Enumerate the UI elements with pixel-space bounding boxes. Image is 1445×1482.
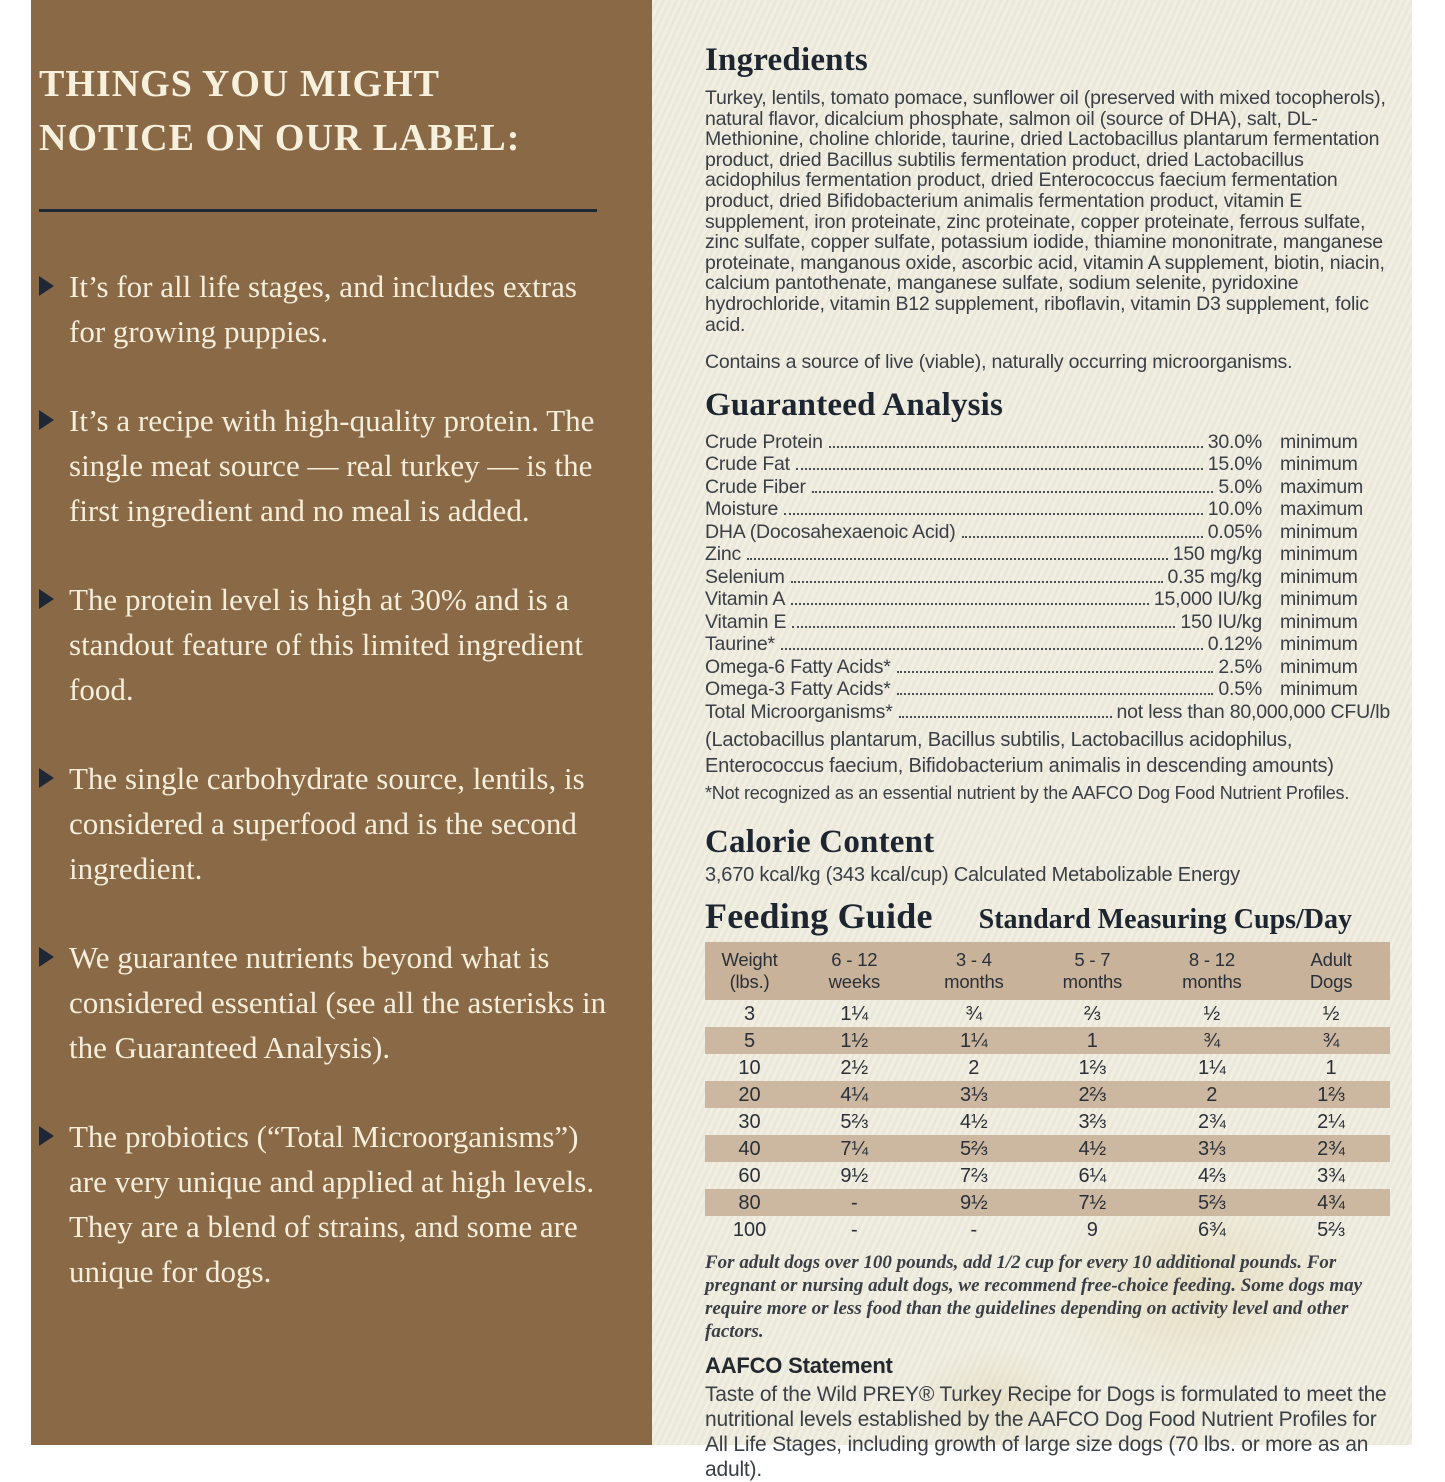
feeding-guide-header xyxy=(705,896,1390,936)
column-header: Adult Dogs xyxy=(1309,949,1353,993)
ga-row xyxy=(705,453,1390,476)
bullet-text: The probiotics (“Total Microorganisms”) are very unique and applied at high levels. They are a blend of strains, and some are unique for dogs. xyxy=(69,1119,595,1289)
bullet-arrow-icon xyxy=(39,276,54,296)
bullet-arrow-icon xyxy=(39,410,54,430)
list-item xyxy=(39,1114,620,1294)
ga-row xyxy=(705,611,1390,634)
ga-row xyxy=(705,431,1390,454)
table-row: 3 1¼ ¾ ⅔ ½ ½ xyxy=(743,1002,1340,1025)
ga-row xyxy=(705,588,1390,611)
ga-label: DHA (Docosahexaenoic Acid) xyxy=(705,520,956,543)
bullet-arrow-icon xyxy=(39,947,54,967)
ga-qualifier: minimum xyxy=(1280,565,1358,588)
table-row: 5 1½ 1¼ 1 ¾ ¾ xyxy=(705,1027,1390,1054)
ga-qualifier: minimum xyxy=(1280,633,1358,656)
feeding-guide-table xyxy=(705,942,1390,1243)
ga-qualifier: minimum xyxy=(1280,543,1358,566)
ga-label: Vitamin A xyxy=(705,588,786,611)
leader-dots xyxy=(784,513,1203,515)
column-header: Weight (lbs.) xyxy=(721,949,778,993)
aafco-heading: AAFCO Statement xyxy=(705,1353,893,1379)
bullet-text: It’s for all life stages, and includes extras for growing puppies. xyxy=(69,269,577,349)
left-panel-heading: THINGS YOU MIGHT NOTICE ON OUR LABEL: xyxy=(39,63,521,159)
aafco-text: Taste of the Wild PREY® Turkey Recipe for Dogs is formulated to meet the nutritional levels established by the AAFCO Dog Food Nutrient Profiles for All Life Stages, including growth of large size dogs (70 lbs. or more as an adult). xyxy=(705,1383,1387,1482)
ga-qualifier: minimum xyxy=(1280,453,1358,476)
ga-label: Zinc xyxy=(705,543,742,566)
leader-dots xyxy=(747,558,1168,560)
ga-qualifier: minimum xyxy=(1280,655,1358,678)
column-header: 6 - 12 weeks xyxy=(828,949,881,993)
list-item xyxy=(39,398,620,533)
list-item xyxy=(39,264,620,354)
ga-qualifier: minimum xyxy=(1280,610,1358,633)
ga-footnote: *Not recognized as an essential nutrient by the AAFCO Dog Food Nutrient Profiles. xyxy=(705,783,1350,804)
table-row: 60 9½ 7⅔ 6¼ 4⅔ 3¾ xyxy=(738,1164,1345,1187)
feeding-guide-subheading: Standard Measuring Cups/Day xyxy=(978,904,1353,936)
bullet-text: The protein level is high at 30% and is a standout feature of this limited ingredient food. xyxy=(69,582,583,707)
ingredients-text: Turkey, lentils, tomato pomace, sunflower oil (preserved with mixed tocopherols), natural flavor, dicalcium phosphate, salmon oil (source of DHA), salt, DL-Methionine, choline chloride, taurine, dried Lactobacillus plantarum fermentation product, dried Bacillus subtilis fermentation product, dried Lactobacillus acidophilus fermentation product, dried Enterococcus faecium fermentation product, dried Bifidobacterium animalis fermentation product, vitamin E supplement, iron proteinate, zinc proteinate, copper proteinate, ferrous sulfate, zinc sulfate, copper sulfate, potassium iodide, thiamine mononitrate, manganese proteinate, manganous oxide, ascorbic acid, vitamin A supplement, biotin, niacin, calcium pantothenate, manganese sulfate, sodium selenite, pyridoxine hydrochloride, vitamin B12 supplement, riboflavin, vitamin D3 supplement, folic acid. xyxy=(705,87,1386,336)
column-header: 5 - 7 months xyxy=(1062,949,1123,993)
ga-label: Taurine* xyxy=(705,633,775,656)
ga-value: not less than 80,000,000 CFU/lb xyxy=(1116,700,1390,723)
leader-dots xyxy=(796,468,1203,470)
ga-label: Omega-3 Fatty Acids* xyxy=(705,678,891,701)
calorie-content-heading: Calorie Content xyxy=(705,824,935,861)
table-row: 30 5⅔ 4½ 3⅔ 2¾ 2¼ xyxy=(738,1110,1345,1133)
ga-value: 30.0% xyxy=(1207,430,1262,453)
bullet-arrow-icon xyxy=(39,768,54,788)
ga-label: Total Microorganisms* xyxy=(705,700,893,723)
guaranteed-analysis-table xyxy=(705,431,1390,724)
ga-row xyxy=(705,656,1390,679)
bullet-list xyxy=(39,264,626,1294)
leader-dots xyxy=(962,536,1203,538)
ga-value: 10.0% xyxy=(1207,498,1262,521)
bullet-arrow-icon xyxy=(39,1126,54,1146)
feeding-guide-heading: Feeding Guide xyxy=(705,896,933,937)
leader-dots xyxy=(812,491,1214,493)
leader-dots xyxy=(792,626,1175,628)
ga-row xyxy=(705,521,1390,544)
ga-label: Crude Fiber xyxy=(705,475,806,498)
bullet-text: We guarantee nutrients beyond what is considered essential (see all the asterisks in the Guaranteed Analysis). xyxy=(69,940,607,1065)
ga-value: 150 mg/kg xyxy=(1172,543,1262,566)
ga-value: 5.0% xyxy=(1218,475,1262,498)
ga-value: 0.35 mg/kg xyxy=(1167,565,1262,588)
contains-note: Contains a source of live (viable), naturally occurring microorganisms. xyxy=(705,351,1293,374)
ga-row xyxy=(705,476,1390,499)
heading-divider xyxy=(39,209,597,212)
table-header-row xyxy=(705,942,1390,1000)
ga-row xyxy=(705,498,1390,521)
column-header: 8 - 12 months xyxy=(1182,949,1242,993)
ga-row xyxy=(705,701,1390,724)
ga-qualifier: minimum xyxy=(1280,678,1358,701)
guaranteed-analysis-heading: Guaranteed Analysis xyxy=(705,386,1004,423)
ga-label: Omega-6 Fatty Acids* xyxy=(705,655,891,678)
leader-dots xyxy=(897,671,1214,673)
ga-value: 15,000 IU/kg xyxy=(1153,588,1262,611)
ga-row xyxy=(705,543,1390,566)
leader-dots xyxy=(791,603,1149,605)
calorie-content-text: 3,670 kcal/kg (343 kcal/cup) Calculated Metabolizable Energy xyxy=(705,864,1240,887)
leader-dots xyxy=(899,716,1112,718)
ga-value: 0.05% xyxy=(1207,520,1262,543)
table-row: 10 2½ 2 1⅔ 1¼ 1 xyxy=(738,1056,1337,1079)
table-row: 20 4¼ 3⅓ 2⅔ 2 1⅔ xyxy=(705,1081,1390,1108)
ga-value: 15.0% xyxy=(1207,453,1262,476)
leader-dots xyxy=(781,648,1203,650)
ga-label: Crude Fat xyxy=(705,453,790,476)
ga-qualifier: minimum xyxy=(1280,520,1358,543)
feeding-guide-note: For adult dogs over 100 pounds, add 1/2 cup for every 10 additional pounds. For pregnant or nursing adult dogs, we recommend free-choice feeding. Some dogs may require more or less food than the guidelines depending on activity level and other factors. xyxy=(705,1252,1363,1343)
table-row: 100 - - 9 6¾ 5⅔ xyxy=(732,1218,1345,1241)
ga-qualifier: minimum xyxy=(1280,430,1358,453)
ga-value: 150 IU/kg xyxy=(1180,610,1262,633)
column-header: 3 - 4 months xyxy=(944,949,1004,993)
table-row: 80 - 9½ 7½ 5⅔ 4¾ xyxy=(705,1189,1390,1216)
right-panel xyxy=(652,0,1412,1482)
ga-label: Crude Protein xyxy=(705,430,823,453)
bullet-text: It’s a recipe with high-quality protein. The single meat source — real turkey — is the first ingredient and no meal is added. xyxy=(69,403,595,528)
ingredients-heading: Ingredients xyxy=(705,42,868,78)
list-item xyxy=(39,577,620,712)
ga-label: Vitamin E xyxy=(705,610,787,633)
table-row: 40 7¼ 5⅔ 4½ 3⅓ 2¾ xyxy=(705,1135,1390,1162)
leader-dots xyxy=(897,693,1214,695)
left-panel xyxy=(31,0,652,1445)
ga-label: Selenium xyxy=(705,565,785,588)
bullet-arrow-icon xyxy=(39,589,54,609)
list-item xyxy=(39,756,620,891)
ga-row xyxy=(705,678,1390,701)
ga-label: Moisture xyxy=(705,498,779,521)
ga-row xyxy=(705,566,1390,589)
ga-value: 0.5% xyxy=(1218,678,1262,701)
ga-value: 0.12% xyxy=(1207,633,1262,656)
ga-row xyxy=(705,633,1390,656)
leader-dots xyxy=(829,446,1203,448)
list-item xyxy=(39,935,620,1070)
ga-value: 2.5% xyxy=(1218,655,1262,678)
microorganisms-detail: (Lactobacillus plantarum, Bacillus subtilis, Lactobacillus acidophilus, Enterococcus faecium, Bifidobacterium animalis in descending amounts) xyxy=(705,729,1334,778)
bullet-text: The single carbohydrate source, lentils, is considered a superfood and is the second ingredient. xyxy=(69,761,585,886)
ga-qualifier: maximum xyxy=(1280,498,1364,521)
ga-qualifier: minimum xyxy=(1280,588,1358,611)
leader-dots xyxy=(791,581,1163,583)
ga-qualifier: maximum xyxy=(1280,475,1364,498)
